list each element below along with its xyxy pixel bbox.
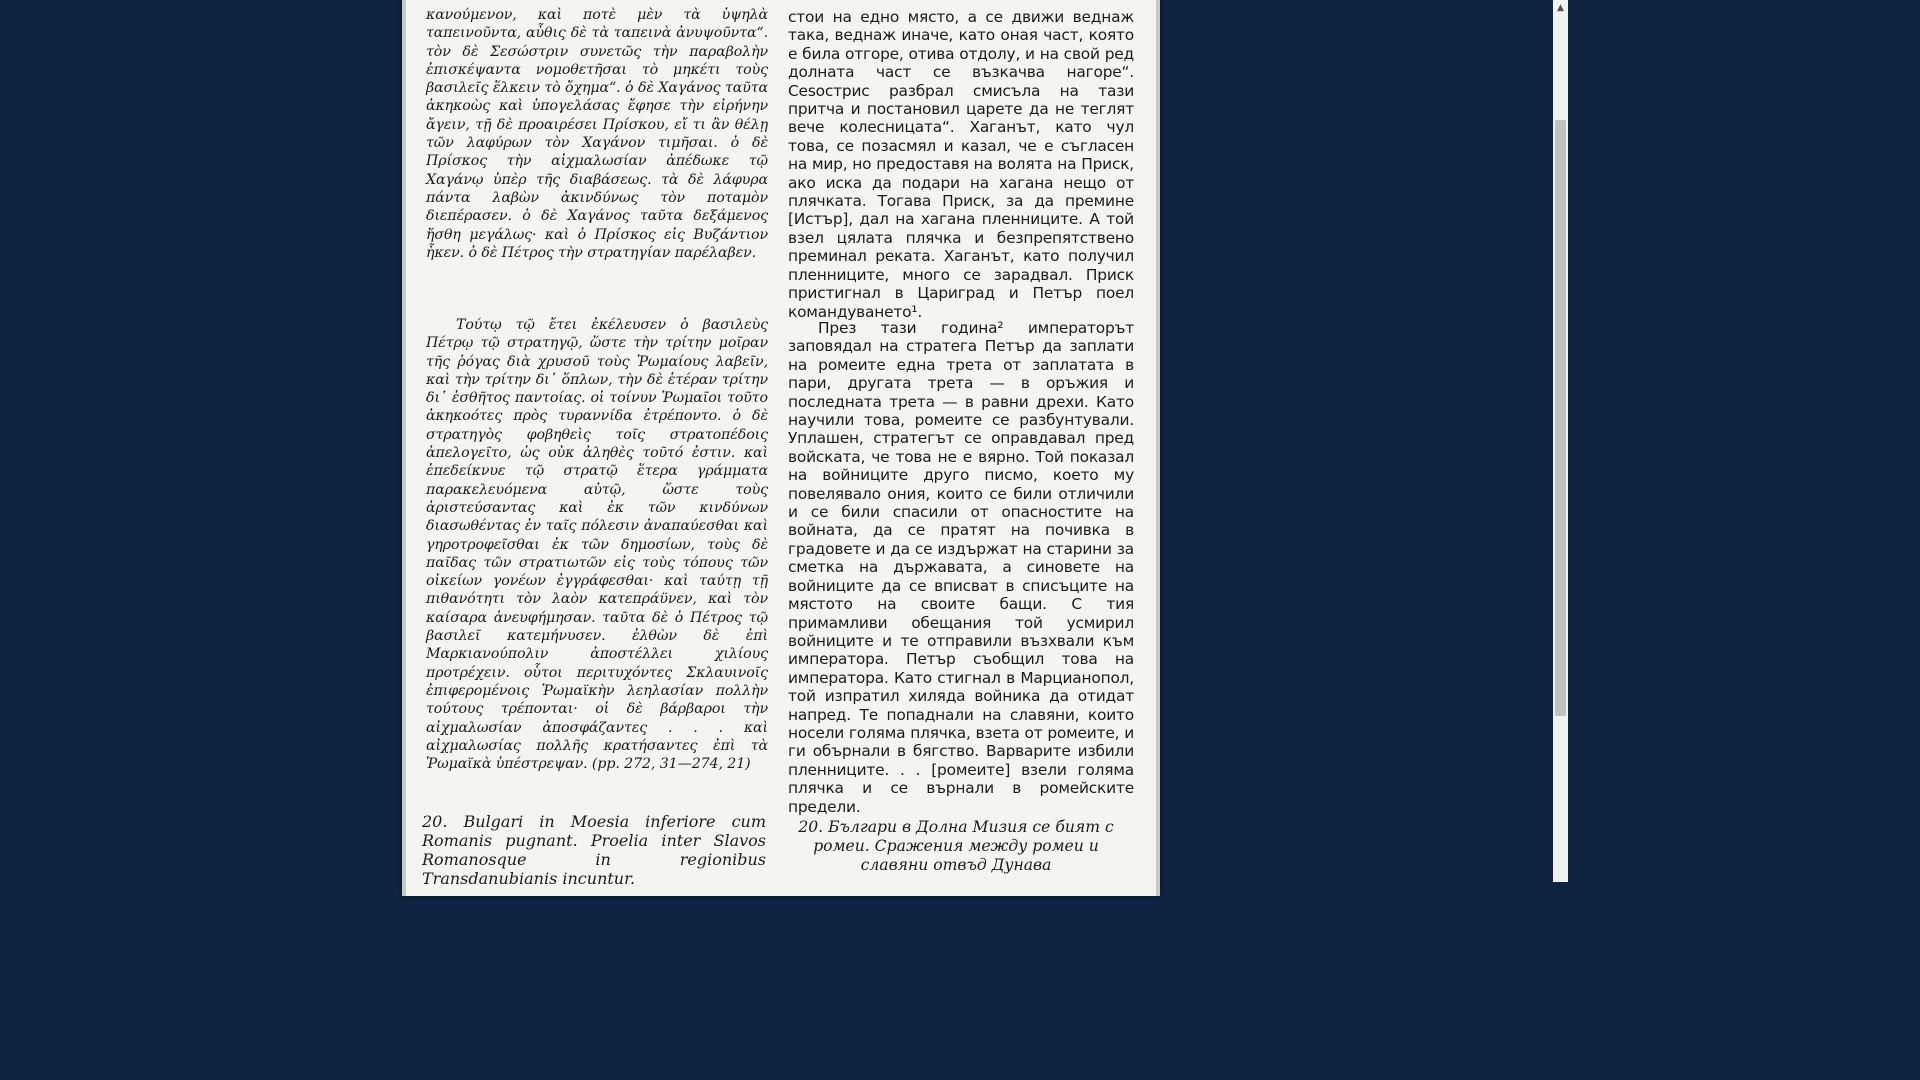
greek-column-top bbox=[426, 6, 768, 262]
greek-column-bottom bbox=[426, 316, 768, 773]
bulgarian-column-top bbox=[788, 8, 1134, 321]
greek-paragraph-2: Τούτῳ τῷ ἔτει ἐκέλευσεν ὁ βασιλεὺς Πέτρῳ τῷ στρατηγῷ, ὥστε τὴν τρίτην μοῖραν τῆς ῥόγας διὰ χρυσοῦ τοὺς Ῥωμαίους λαβεῖν, καὶ τὴν τρίτην δι᾿ ὅπλων, τὴν δὲ ἑτέραν τρίτην δι᾿ ἐσθῆτος παντοίας. οἱ τοίνυν Ῥωμαῖοι τοῦτο ἀκηκοότες πρὸς τυραννίδα ἐτρέποντο. ὁ δὲ στρατηγὸς φοβηθεὶς τοῖς στρατοπέδοις ἀπελογεῖτο, ὡς οὐκ ἀληθὲς τοῦτό ἐστιν. καὶ ἐπεδείκνυε τῷ στρατῷ ἕτερα γράμματα παρακελευόμενα αὐτῷ, ὥστε τοὺς ἀριστεύσαντας καὶ ἐκ τῶν κινδύνων διασωθέντας ἐν ταῖς πόλεσιν ἀναπαύεσθαι καὶ γηροτροφεῖσθαι ἐκ τῶν δημοσίων, τοὺς δὲ παῖδας τῶν στρατιωτῶν εἰς τοὺς τόπους τῶν οἰκείων γονέων ἐγγράφεσθαι· καὶ ταύτῃ τῇ πιθανότητι τὸν λαὸν κατεπράϋνεν, καὶ τὸν καίσαρα ἀνευφήμησαν. ταῦτα δὲ ὁ Πέτρος τῷ βασιλεῖ κατεμήνυσεν. ἐλθὼν δὲ ἐπὶ Μαρκιανούπολιν ἀποστέλλει χιλίους προτρέχειν. οὗτοι περιτυχόντες Σκλαυινοῖς ἐπιφερομένοις Ῥωμαϊκὴν λεηλασίαν πολλὴν τούτους τρέπονται· οἱ δὲ βάρβαροι τὴν αἰχμαλωσίαν ἀποσφάζαντες . . . καὶ αἰχμαλωσίας πολλῆς κρατήσαντες ἐπὶ τὰ Ῥωμαϊκὰ ὑπέστρεψαν. (pp. 272, 31—274, 21) bbox=[426, 317, 768, 773]
document-page bbox=[402, 0, 1160, 896]
section-heading-latin: 20. Bulgari in Moesia inferiore cum Romanis pugnant. Proelia inter Slavos Romanosque in regionibus Transdanubianis incuntur. bbox=[422, 812, 766, 888]
scrollbar-thumb[interactable] bbox=[1555, 120, 1566, 716]
bulgarian-paragraph-1: стои на едно място, а се движи веднаж така, веднаж иначе, като оная част, която е била отгоре, отива отдолу, и на свой ред долната част се възкачва нагоре“. Сеsострис разбрал смисъла на тази притча и постановил царете да не теглят вече колесницата“. Хаганът, като чул това, се позасмял и казал, че е съгласен на мир, но предоставя на волята на Приск, ако иска да подари на хагана нещо от плячката. Тогава Приск, за да премине [Истър], дал на хагана пленниците. А той взел цялата плячка и безпрепятствено преминал реката. Хаганът, като получил пленниците, много се зарадвал. Приск пристигнал в Цариград и Петър поел командуването¹. bbox=[788, 8, 1134, 321]
scroll-up-arrow-icon[interactable]: ▲ bbox=[1557, 3, 1564, 13]
bulgarian-column-bottom bbox=[788, 319, 1134, 816]
bulgarian-paragraph-2: През тази година² императорът заповядал на стратега Петър да заплати на ромеите една трета от заплатата в пари, другата трета — в оръжия и последната трета — в равни дрехи. Като научили това, ромеите се разбунтували. Уплашен, стратегът се оправдавал пред войската, че това не е вярно. Той показал на войниците друго писмо, което му повелявало ония, които се били отличили и се били спасили от опасностите на войната, да се пратят на почивка в градовете и да се издържат на старини за сметка на държавата, а синовете на войниците да се вписват в списъците на мястото на своите бащи. С тия примамливи обещания той усмирил войниците и те отправили възхвали към императора. Петър съобщил това на императора. Като стигнал в Марцианопол, той изпратил хиляда войника да отидат напред. Те попаднали на славяни, които носели голяма плячка, взета от ромеите, и ги обърнали в бягство. Варварите избили пленниците. . . [ромеите] взели голяма плячка и се върнали в ромейските предели. bbox=[788, 319, 1134, 816]
greek-paragraph-1: κανούμενον, καὶ ποτὲ μὲν τὰ ὑψηλὰ ταπεινοῦντα, αὖθις δὲ τὰ ταπεινὰ ἀνυψοῦντα“. τὸν δὲ Σεσώστριν συνετῶς τὴν παραβολὴν ἐπισκέψαντα νομοθετῆσαι τὸ μηκέτι τοὺς βασιλεῖς ἕλκειν τὸ ὄχημα“. ὁ δὲ Χαγάνος ταῦτα ἀκηκοὼς καὶ ὑπογελάσας ἔφησε τὴν εἰρήνην ἄγειν, τῇ δὲ προαιρέσει Πρίσκου, εἴ τι ἂν θέλῃ τῶν λαφύρων τὸν Χαγάνον τιμῆσαι. ὁ δὲ Πρίσκος τὴν αἰχμαλωσίαν ἀπέδωκε τῷ Χαγάνῳ ὑπὲρ τῆς διαβάσεως. τὰ δὲ λάφυρα πάντα λαβὼν ἀκινδύνως τὸν ποταμὸν διεπέρασεν. ὁ δὲ Χαγάνος ταῦτα δεξάμενος ἥσθη μεγάλως· καὶ ὁ Πρίσκος εἰς Βυζάντιον ἧκεν. ὁ δὲ Πέτρος τὴν στρατηγίαν παρέλαβεν. bbox=[426, 7, 768, 261]
section-heading-bulgarian: 20. Българи в Долна Мизия се бият с ромеи. Сражения между ромеи и славяни отвъд Дунава bbox=[798, 818, 1114, 874]
vertical-scrollbar[interactable] bbox=[1553, 0, 1568, 882]
